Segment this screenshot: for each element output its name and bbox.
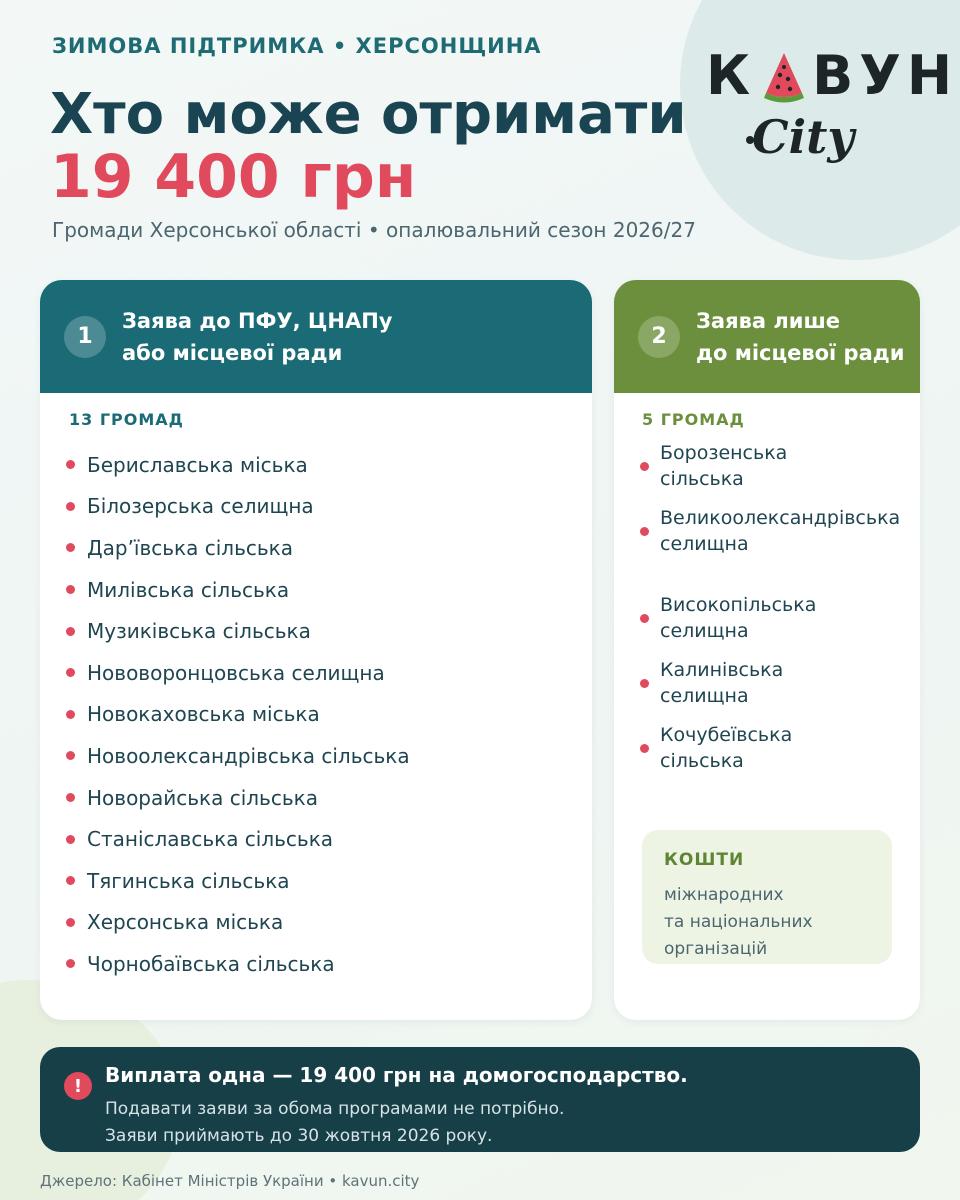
group2-heading: Заява лише до місцевої ради: [696, 308, 905, 365]
list-item: Великоолександрівська селищна: [640, 505, 900, 557]
group2-count: 5 ГРОМАД: [642, 410, 745, 429]
bullet-icon: [640, 527, 649, 536]
group2-card: [614, 280, 920, 1020]
logo-city: City: [752, 110, 855, 164]
list-item: Тягинська сільська: [66, 860, 410, 902]
list-item: Дар’ївська сільська: [66, 527, 410, 569]
bullet-icon: [66, 502, 75, 511]
alert-icon: !: [64, 1072, 92, 1100]
bullet-icon: [640, 744, 649, 753]
amount-headline: 19 400 грн: [50, 142, 417, 212]
group1-heading: Заява до ПФУ, ЦНАПу або місцевої ради: [122, 308, 393, 365]
list-item: Кочубеївська сільська: [640, 722, 792, 774]
watermelon-icon: [762, 49, 806, 103]
group1-number-badge: 1: [64, 316, 106, 358]
group1-header: [40, 280, 592, 393]
bullet-icon: [66, 793, 75, 802]
group1-count: 13 ГРОМАД: [69, 410, 184, 429]
list-item: Музиківська сільська: [66, 610, 410, 652]
funds-text: міжнародних та національних організацій: [664, 885, 813, 959]
source-note: Джерело: Кабінет Міністрів України • kavun.city: [40, 1172, 420, 1190]
eyebrow: ЗИМОВА ПІДТРИМКА • ХЕРСОНЩИНА: [52, 34, 542, 58]
funds-title: КОШТИ: [664, 850, 745, 870]
list-item: Станіславська сільська: [66, 818, 410, 860]
bullet-icon: [66, 668, 75, 677]
list-item: Калинівська селищна: [640, 657, 783, 709]
banner-line-2: Заяви приймають до 30 жовтня 2026 року.: [105, 1126, 493, 1146]
bullet-icon: [66, 918, 75, 927]
bullet-icon: [66, 543, 75, 552]
list-item: Білозерська селищна: [66, 486, 410, 528]
logo-letter-k: К: [706, 44, 757, 107]
bullet-icon: [66, 627, 75, 636]
logo-wordmark: [706, 44, 958, 107]
bullet-icon: [66, 835, 75, 844]
group1-card: [40, 280, 592, 1020]
page-title: Хто може отримати: [50, 82, 687, 147]
kavun-city-logo[interactable]: [706, 44, 959, 194]
bullet-icon: [66, 876, 75, 885]
list-item: Чорнобаївська сільська: [66, 943, 410, 985]
list-item: Нововоронцовська селищна: [66, 652, 410, 694]
bullet-icon: [66, 959, 75, 968]
list-item: Милівська сільська: [66, 569, 410, 611]
list-item: Бериславська міська: [66, 444, 410, 486]
list-item: Херсонська міська: [66, 902, 410, 944]
group1-list: [66, 444, 410, 985]
payment-notice-banner: [40, 1047, 920, 1152]
group2-header: [614, 280, 920, 393]
bullet-icon: [66, 710, 75, 719]
banner-line-1: Подавати заяви за обома програмами не потрібно.: [105, 1099, 565, 1119]
bullet-icon: [66, 585, 75, 594]
bullet-icon: [640, 614, 649, 623]
page-subtitle: Громади Херсонської області • опалювальний сезон 2026/27: [52, 218, 696, 242]
list-item: Борозенська сільська: [640, 440, 787, 492]
bullet-icon: [640, 679, 649, 688]
bullet-icon: [66, 460, 75, 469]
list-item: Високопільська селищна: [640, 592, 816, 644]
bullet-icon: [66, 751, 75, 760]
logo-letters-rest: ВУН: [812, 44, 959, 107]
group2-number-badge: 2: [638, 316, 680, 358]
list-item: Новокаховська міська: [66, 694, 410, 736]
funds-box: [642, 830, 892, 964]
bullet-icon: [640, 462, 649, 471]
list-item: Новорайська сільська: [66, 777, 410, 819]
banner-title: Виплата одна — 19 400 грн на домогосподарство.: [105, 1063, 688, 1087]
list-item: Новоолександрівська сільська: [66, 735, 410, 777]
